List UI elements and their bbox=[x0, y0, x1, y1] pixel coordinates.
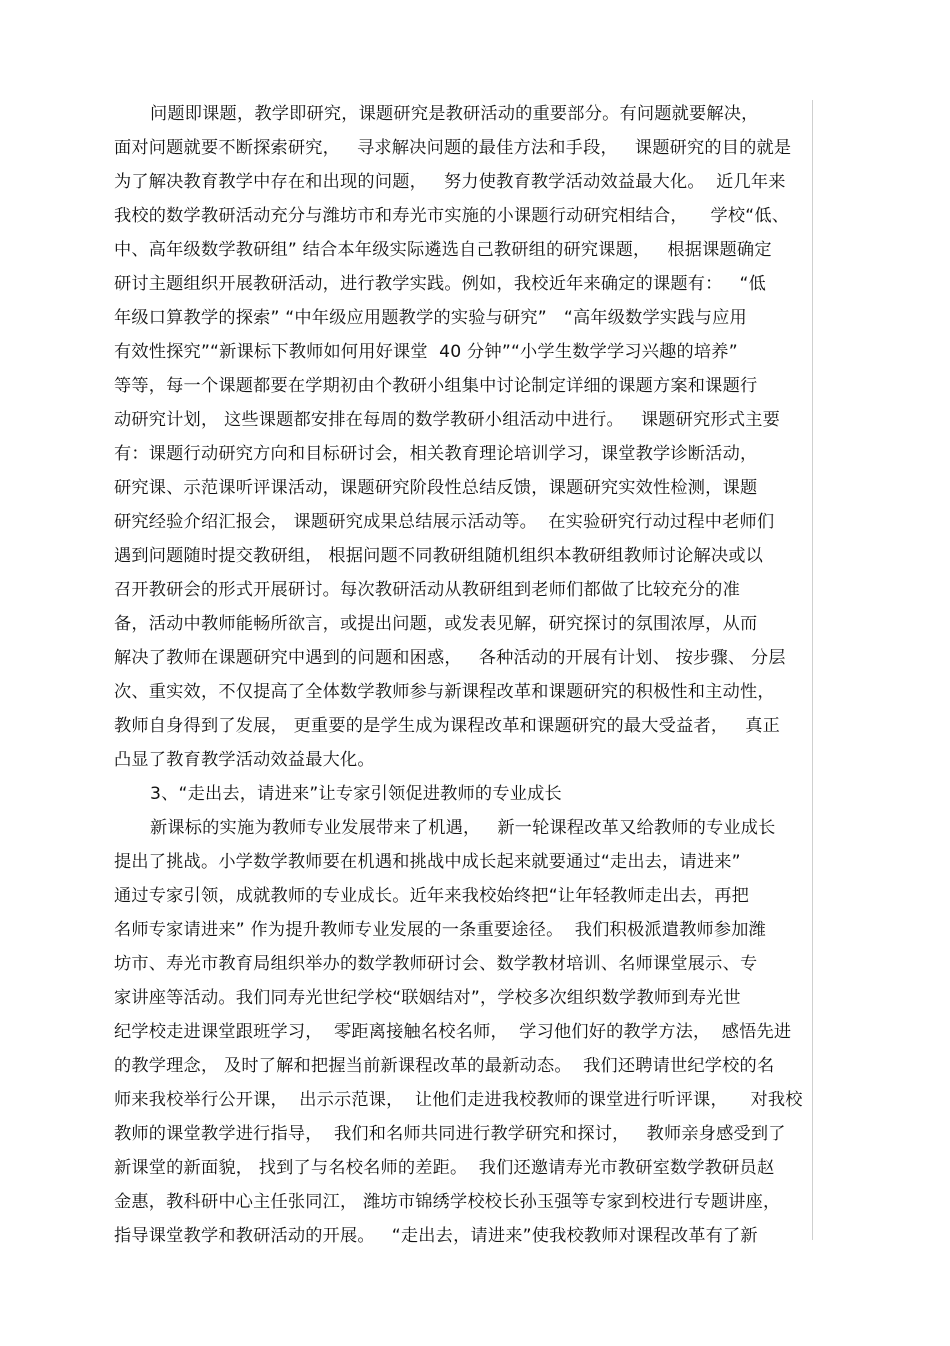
text-line: 研究经验介绍汇报会， 课题研究成果总结展示活动等。 在实验研究行动过程中老师们 bbox=[114, 512, 775, 532]
text-line: 备，活动中教师能畅所欲言，或提出问题，或发表见解，研究探讨的氛围浓厚，从而 bbox=[114, 614, 758, 634]
text-line: 的教学理念， 及时了解和把握当前新课程改革的最新动态。 我们还聘请世纪学校的名 bbox=[114, 1056, 775, 1076]
text-line: 年级口算教学的探索” “中年级应用题教学的实验与研究” “高年级数学实践与应用 bbox=[114, 308, 747, 328]
text-line: 研究课、示范课听评课活动，课题研究阶段性总结反馈，课题研究实效性检测，课题 bbox=[114, 478, 758, 498]
right-margin-rule bbox=[812, 100, 813, 1240]
text-line: 新课堂的新面貌， 找到了与名校名师的差距。 我们还邀请寿光市教研室数学教研员赵 bbox=[114, 1158, 775, 1178]
text-line: 教师自身得到了发展， 更重要的是学生成为课程改革和课题研究的最大受益者， 真正 bbox=[114, 716, 780, 736]
text-line: 新课标的实施为教师专业发展带来了机遇， 新一轮课程改革又给教师的专业成长 bbox=[150, 818, 776, 838]
section-heading: 3、“走出去，请进来”让专家引领促进教师的专业成长 bbox=[150, 784, 562, 804]
text-line: 问题即课题，教学即研究，课题研究是教研活动的重要部分。有问题就要解决， bbox=[150, 104, 759, 124]
text-line: 家讲座等活动。我们同寿光世纪学校“联姻结对”，学校多次组织数学教师到寿光世 bbox=[114, 988, 741, 1008]
text-line: 有效性探究”“新课标下教师如何用好课堂 40 分钟”“小学生数学学习兴趣的培养” bbox=[114, 342, 738, 362]
text-line: 研讨主题组织开展教研活动，进行教学实践。例如，我校近年来确定的课题有： “低 bbox=[114, 274, 767, 294]
text-line: 教师的课堂教学进行指导， 我们和名师共同进行教学研究和探讨， 教师亲身感受到了 bbox=[114, 1124, 786, 1144]
text-line: 召开教研会的形式开展研讨。每次教研活动从教研组到老师们都做了比较充分的准 bbox=[114, 580, 740, 600]
text-line: 为了解决教育教学中存在和出现的问题， 努力使教育教学活动效益最大化。 近几年来 bbox=[114, 172, 786, 192]
text-line: 面对问题就要不断探索研究， 寻求解决问题的最佳方法和手段， 课题研究的目的就是 bbox=[114, 138, 792, 158]
text-line: 中、高年级数学教研组” 结合本年级实际遴选自己教研组的研究课题， 根据课题确定 bbox=[114, 240, 772, 260]
text-line: 坊市、寿光市教育局组织举办的数学教师研讨会、数学教材培训、名师课堂展示、专 bbox=[114, 954, 758, 974]
text-line: 我校的数学教研活动充分与潍坊市和寿光市实施的小课题行动研究相结合， 学校“低、 bbox=[114, 206, 790, 226]
text-line: 指导课堂教学和教研活动的开展。 “走出去，请进来”使我校教师对课程改革有了新 bbox=[114, 1226, 758, 1246]
text-line: 通过专家引领，成就教师的专业成长。近年来我校始终把“让年轻教师走出去，再把 bbox=[114, 886, 750, 906]
text-line: 纪学校走进课堂跟班学习， 零距离接触名校名师， 学习他们好的教学方法， 感悟先进 bbox=[114, 1022, 792, 1042]
text-line: 提出了挑战。小学数学教师要在机遇和挑战中成长起来就要通过“走出去，请进来” bbox=[114, 852, 741, 872]
text-line: 师来我校举行公开课， 出示示范课， 让他们走进我校教师的课堂进行听评课， 对我校 bbox=[114, 1090, 803, 1110]
text-line: 凸显了教育教学活动效益最大化。 bbox=[114, 750, 375, 770]
text-line: 遇到问题随时提交教研组， 根据问题不同教研组随机组织本教研组教师讨论解决或以 bbox=[114, 546, 764, 566]
text-line: 名师专家请进来” 作为提升教师专业发展的一条重要途径。 我们积极派遣教师参加潍 bbox=[114, 920, 767, 940]
text-line: 次、重实效，不仅提高了全体数学教师参与新课程改革和课题研究的积极性和主动性， bbox=[114, 682, 775, 702]
text-line: 动研究计划， 这些课题都安排在每周的数学教研小组活动中进行。 课题研究形式主要 bbox=[114, 410, 780, 430]
text-line: 等等，每一个课题都要在学期初由个教研小组集中讨论制定详细的课题方案和课题行 bbox=[114, 376, 758, 396]
text-line: 解决了教师在课题研究中遇到的问题和困惑， 各种活动的开展有计划、 按步骤、 分层 bbox=[114, 648, 786, 668]
text-line: 有：课题行动研究方向和目标研讨会，相关教育理论培训学习，课堂教学诊断活动， bbox=[114, 444, 758, 464]
text-line: 金惠，教科研中心主任张同江， 潍坊市锦绣学校校长孙玉强等专家到校进行专题讲座， bbox=[114, 1192, 781, 1212]
